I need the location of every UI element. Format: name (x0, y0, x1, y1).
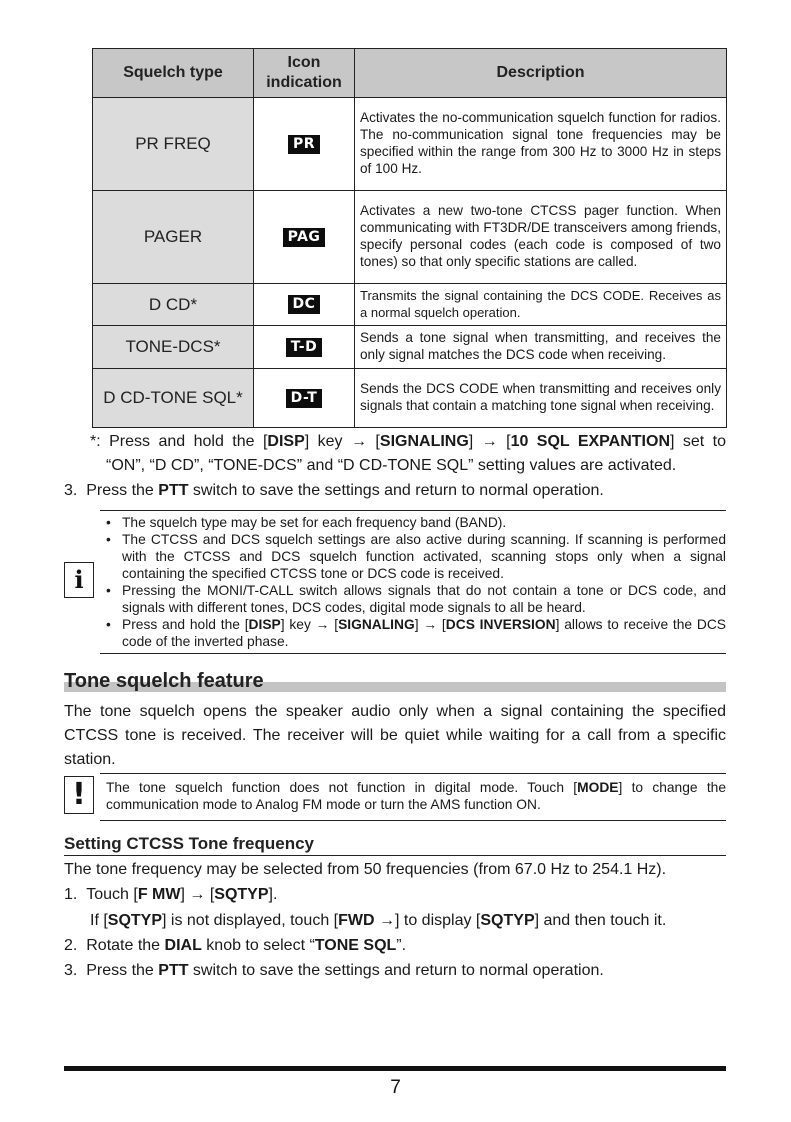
dc-icon: DC (254, 284, 355, 326)
squelch-type-cell: PAGER (93, 191, 254, 284)
ctcss-intro: The tone frequency may be selected from 50 frequencies (from 67.0 Hz to 254.1 Hz). (64, 861, 667, 878)
ctcss-step-3: 3. Press the PTT switch to save the settings and return to normal operation. (64, 962, 604, 979)
table-row (93, 326, 727, 369)
section-intro: The tone squelch opens the speaker audio only when a signal containing the specified CTCSS tone is received. The receiver will be quiet while waiting for a call from a specific station. (64, 703, 726, 768)
pag-icon: PAG (254, 191, 355, 284)
pr-icon: PR (254, 98, 355, 191)
info-note-top-rule (100, 510, 726, 511)
ctcss-step-2: 2. Rotate the DIAL knob to select “TONE SQL”. (64, 937, 407, 954)
description-cell: Sends the DCS CODE when transmitting and receives only signals that contain a matching tone signal when receiving. (355, 369, 727, 428)
squelch-type-table (92, 48, 727, 428)
t-d-icon: T-D (254, 326, 355, 369)
table-row (93, 369, 727, 428)
squelch-type-cell: TONE-DCS* (93, 326, 254, 369)
warning-top-rule (100, 773, 726, 774)
header-description: Description (355, 49, 727, 98)
list-item: • The CTCSS and DCS squelch settings are also active during scanning. If scanning is performed with the CTCSS and DCS squelch function activated, scanning stops only when a signal containing the specified CTCSS tone or DCS code is received. (106, 532, 726, 581)
ctcss-step-1: 1. Touch [F MW] → [SQTYP]. (64, 886, 278, 903)
squelch-type-cell: D CD-TONE SQL* (93, 369, 254, 428)
description-cell: Sends a tone signal when transmitting, and receives the only signal matches the DCS code when receiving. (355, 326, 727, 369)
ctcss-step-1-note: If [SQTYP] is not displayed, touch [FWD →] to display [SQTYP] and then touch it. (90, 912, 667, 929)
info-note-list (106, 514, 726, 650)
info-note-bottom-rule (100, 653, 726, 654)
squelch-type-cell: D CD* (93, 284, 254, 326)
table-footnote: *: Press and hold the [DISP] key → [SIGNALING] → [10 SQL EXPANTION] set to “ON”, “D CD”, “TONE-DCS” and “D CD-TONE SQL” setting values are activated. (90, 433, 727, 474)
page-number: 7 (390, 1077, 401, 1098)
table-row (93, 98, 727, 191)
ctcss-heading: Setting CTCSS Tone frequency (64, 834, 314, 853)
description-cell: Activates the no-communication squelch function for radios. The no-communication signal tone frequencies may be specified within the range from 300 Hz to 3000 Hz in steps of 100 Hz. (355, 98, 727, 191)
header-icon-indication: Icon indication (254, 49, 355, 98)
description-cell: Transmits the signal containing the DCS CODE. Receives as a normal squelch operation. (355, 284, 727, 326)
table-header-row (93, 49, 727, 98)
d-t-icon: D-T (254, 369, 355, 428)
table-row (93, 284, 727, 326)
footer-rule (64, 1066, 726, 1071)
squelch-type-cell: PR FREQ (93, 98, 254, 191)
warning-bottom-rule (100, 820, 726, 821)
header-squelch-type: Squelch type (93, 49, 254, 98)
ctcss-heading-rule (64, 855, 726, 856)
description-cell: Activates a new two-tone CTCSS pager function. When communicating with FT3DR/DE transceivers among friends, specify personal codes (each code is composed of two tones) so that only specific stations are called. (355, 191, 727, 284)
section-title: Tone squelch feature (64, 670, 264, 692)
list-item: • Pressing the MONI/T-CALL switch allows signals that do not contain a tone or DCS code, and signals with different tones, DCS codes, digital mode signals to all be heard. (106, 583, 726, 615)
warning-text: The tone squelch function does not function in digital mode. Touch [MODE] to change the communication mode to Analog FM mode or turn the AMS function ON. (106, 780, 726, 812)
list-item: • The squelch type may be set for each frequency band (BAND). (106, 515, 507, 530)
warning-icon: ! (64, 776, 94, 814)
table-row (93, 191, 727, 284)
info-icon: i (64, 562, 94, 598)
step-3-save: 3. Press the PTT switch to save the settings and return to normal operation. (64, 482, 604, 499)
list-item: • Press and hold the [DISP] key → [SIGNALING] → [DCS INVERSION] allows to receive the DCS code of the inverted phase. (106, 617, 727, 649)
